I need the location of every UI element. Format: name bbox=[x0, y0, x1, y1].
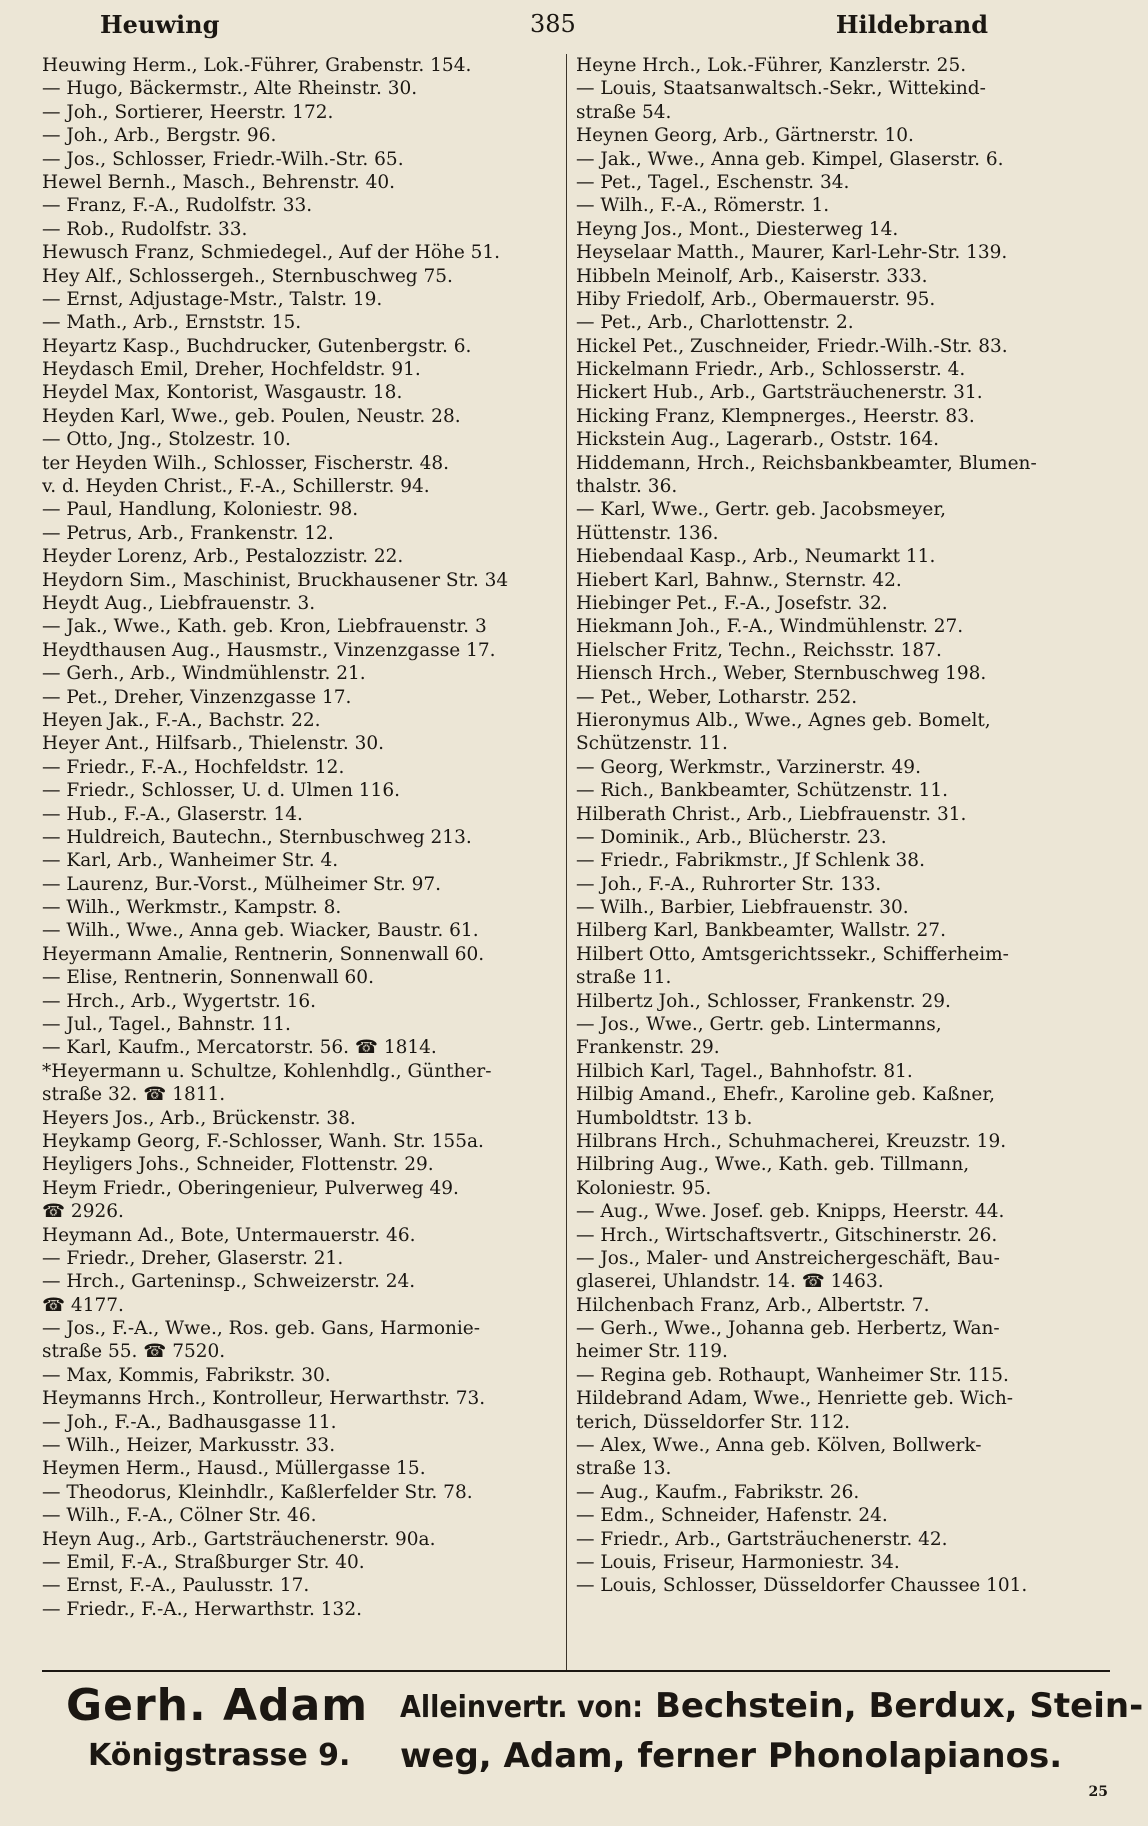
directory-line: Heydt Aug., Liebfrauenstr. 3. bbox=[42, 592, 316, 614]
directory-line: Hilbrans Hrch., Schuhmacherei, Kreuzstr. 19. bbox=[576, 1130, 1007, 1152]
printer-signature: 25 bbox=[1088, 1784, 1108, 1800]
directory-line: Heydel Max, Kontorist, Wasgaustr. 18. bbox=[42, 382, 403, 404]
directory-line: — Alex, Wwe., Anna geb. Kölven, Bollwerk- bbox=[576, 1435, 982, 1457]
directory-line: — Wilh., Heizer, Markusstr. 33. bbox=[42, 1435, 336, 1457]
directory-line: — Karl, Kaufm., Mercatorstr. 56. ☎ 1814. bbox=[42, 1037, 437, 1059]
directory-line: Hiebinger Pet., F.-A., Josefstr. 32. bbox=[576, 592, 888, 614]
directory-line: — Jak., Wwe., Kath. geb. Kron, Liebfrauenstr. 3 bbox=[42, 616, 487, 638]
directory-line: Heyer Ant., Hilfsarb., Thielenstr. 30. bbox=[42, 733, 385, 755]
directory-line: straße 32. ☎ 1811. bbox=[42, 1084, 226, 1106]
directory-line: Hicking Franz, Klempnerges., Heerstr. 83. bbox=[576, 405, 975, 427]
advertisement-prefix: Alleinvertr. von: bbox=[400, 1690, 644, 1725]
directory-line: — Friedr., Dreher, Glaserstr. 21. bbox=[42, 1247, 344, 1269]
directory-line: — Karl, Wwe., Gertr. geb. Jacobsmeyer, bbox=[576, 499, 947, 521]
directory-line: Heydorn Sim., Maschinist, Bruckhausener Str. 34 bbox=[42, 569, 509, 591]
directory-line: Heym Friedr., Oberingenieur, Pulverweg 49. bbox=[42, 1177, 459, 1199]
directory-line: — Theodorus, Kleinhdlr., Kaßlerfelder Str. 78. bbox=[42, 1481, 473, 1503]
directory-line: — Ernst, Adjustage-Mstr., Talstr. 19. bbox=[42, 288, 383, 310]
directory-line: — Joh., F.-A., Ruhrorter Str. 133. bbox=[576, 873, 882, 895]
directory-line: Heyermann Amalie, Rentnerin, Sonnenwall 60. bbox=[42, 943, 485, 965]
directory-line: — Hrch., Garteninsp., Schweizerstr. 24. bbox=[42, 1271, 416, 1293]
directory-line: Heyligers Johs., Schneider, Flottenstr. 29. bbox=[42, 1154, 434, 1176]
directory-line: Hiebert Karl, Bahnw., Sternstr. 42. bbox=[576, 569, 902, 591]
directory-line: — Jos., Wwe., Gertr. geb. Lintermanns, bbox=[576, 1014, 942, 1036]
directory-line: — Friedr., F.-A., Herwarthstr. 132. bbox=[42, 1598, 362, 1620]
directory-line: Hickelmann Friedr., Arb., Schlosserstr. 4. bbox=[576, 359, 966, 381]
directory-line: heimer Str. 119. bbox=[576, 1341, 728, 1363]
directory-line: thalstr. 36. bbox=[576, 476, 678, 498]
directory-line: — Rich., Bankbeamter, Schützenstr. 11. bbox=[576, 780, 949, 802]
directory-line: Hilbring Aug., Wwe., Kath. geb. Tillmann, bbox=[576, 1154, 970, 1176]
directory-line: Frankenstr. 29. bbox=[576, 1037, 720, 1059]
directory-line: Hielscher Fritz, Techn., Reichsstr. 187. bbox=[576, 639, 942, 661]
directory-line: Hiebendaal Kasp., Arb., Neumarkt 11. bbox=[576, 546, 936, 568]
directory-line: — Pet., Tagel., Eschenstr. 34. bbox=[576, 171, 850, 193]
advertisement-line-1 bbox=[400, 1686, 1143, 1726]
directory-line: Heynen Georg, Arb., Gärtnerstr. 10. bbox=[576, 125, 914, 147]
directory-line: Hickert Hub., Arb., Gartsträuchenerstr. 31. bbox=[576, 382, 983, 404]
directory-line: — Max, Kommis, Fabrikstr. 30. bbox=[42, 1364, 331, 1386]
directory-line: Hiekmann Joh., F.-A., Windmühlenstr. 27. bbox=[576, 616, 964, 638]
directory-line: v. d. Heyden Christ., F.-A., Schillerstr. 94. bbox=[42, 476, 430, 498]
directory-line: — Louis, Staatsanwaltsch.-Sekr., Wittekind- bbox=[576, 78, 986, 100]
directory-line: Heydasch Emil, Dreher, Hochfeldstr. 91. bbox=[42, 359, 421, 381]
directory-line: *Heyermann u. Schultze, Kohlenhdlg., Günther- bbox=[42, 1060, 492, 1082]
directory-line: — Joh., Arb., Bergstr. 96. bbox=[42, 125, 277, 147]
directory-line: Heyne Hrch., Lok.-Führer, Kanzlerstr. 25. bbox=[576, 55, 967, 76]
directory-line: — Emil, F.-A., Straßburger Str. 40. bbox=[42, 1552, 365, 1573]
directory-line: — Pet., Arb., Charlottenstr. 2. bbox=[576, 312, 854, 334]
directory-line: Hey Alf., Schlossergeh., Sternbuschweg 75. bbox=[42, 265, 453, 287]
directory-line: — Edm., Schneider, Hafenstr. 24. bbox=[576, 1505, 888, 1527]
directory-line: Heymann Ad., Bote, Untermauerstr. 46. bbox=[42, 1224, 416, 1246]
advertisement-rule bbox=[42, 1670, 1110, 1672]
running-head-right: Hildebrand bbox=[835, 10, 988, 39]
directory-line: straße 13. bbox=[576, 1458, 672, 1480]
directory-line: — Jos., Maler- und Anstreichergeschäft, Bau- bbox=[576, 1247, 1000, 1269]
directory-line: Hickstein Aug., Lagerarb., Oststr. 164. bbox=[576, 429, 940, 451]
running-head-left: Heuwing bbox=[100, 10, 220, 39]
directory-line: Humboldtstr. 13 b. bbox=[576, 1107, 753, 1129]
directory-line: — Elise, Rentnerin, Sonnenwall 60. bbox=[42, 967, 374, 989]
directory-line: — Hrch., Arb., Wygertstr. 16. bbox=[42, 990, 317, 1012]
directory-line: Heymen Herm., Hausd., Müllergasse 15. bbox=[42, 1458, 426, 1480]
directory-line: Hibbeln Meinolf, Arb., Kaiserstr. 333. bbox=[576, 265, 928, 287]
directory-line: Hilberg Karl, Bankbeamter, Wallstr. 27. bbox=[576, 920, 946, 942]
directory-line: Heyden Karl, Wwe., geb. Poulen, Neustr. 28. bbox=[42, 405, 461, 427]
directory-line: — Jos., Schlosser, Friedr.-Wilh.-Str. 65. bbox=[42, 148, 404, 170]
directory-line: Heuwing Herm., Lok.-Führer, Grabenstr. 154. bbox=[42, 55, 472, 76]
advertisement-line-2: weg, Adam, ferner Phonolapianos. bbox=[400, 1736, 1063, 1776]
directory-line: Hilbig Amand., Ehefr., Karoline geb. Kaßner, bbox=[576, 1084, 996, 1106]
directory-line: ter Heyden Wilh., Schlosser, Fischerstr. 48. bbox=[42, 452, 450, 474]
directory-line: — Paul, Handlung, Koloniestr. 98. bbox=[42, 499, 359, 521]
directory-line: Schützenstr. 11. bbox=[576, 733, 728, 755]
directory-line: Heymanns Hrch., Kontrolleur, Herwarthstr. 73. bbox=[42, 1388, 486, 1410]
directory-line: — Georg, Werkmstr., Varzinerstr. 49. bbox=[576, 756, 921, 778]
directory-line: glaserei, Uhlandstr. 14. ☎ 1463. bbox=[576, 1271, 884, 1293]
directory-line: — Pet., Dreher, Vinzenzgasse 17. bbox=[42, 686, 352, 708]
directory-line: terich, Düsseldorfer Str. 112. bbox=[576, 1411, 850, 1433]
directory-line: Hilbertz Joh., Schlosser, Frankenstr. 29. bbox=[576, 990, 951, 1012]
directory-line: Hewusch Franz, Schmiedegel., Auf der Höhe 51. bbox=[42, 242, 501, 264]
advertisement-brands: Bechstein, Berdux, Stein- bbox=[654, 1686, 1144, 1726]
directory-line: — Friedr., F.-A., Hochfeldstr. 12. bbox=[42, 756, 345, 778]
directory-line: — Laurenz, Bur.-Vorst., Mülheimer Str. 97. bbox=[42, 873, 442, 895]
directory-line: Hiby Friedolf, Arb., Obermauerstr. 95. bbox=[576, 288, 936, 310]
directory-line: — Gerh., Arb., Windmühlenstr. 21. bbox=[42, 663, 366, 685]
directory-line: — Friedr., Fabrikmstr., Jf Schlenk 38. bbox=[576, 850, 925, 872]
directory-line: Hiddemann, Hrch., Reichsbankbeamter, Blumen- bbox=[576, 452, 1037, 474]
directory-line: — Jak., Wwe., Anna geb. Kimpel, Glaserstr. 6. bbox=[576, 148, 1004, 170]
left-column bbox=[42, 54, 572, 1621]
directory-line: Hickel Pet., Zuschneider, Friedr.-Wilh.-Str. 83. bbox=[576, 335, 1008, 357]
directory-line: — Aug., Kaufm., Fabrikstr. 26. bbox=[576, 1481, 860, 1503]
directory-line: Koloniestr. 95. bbox=[576, 1177, 712, 1199]
directory-line: — Friedr., Arb., Gartsträuchenerstr. 42. bbox=[576, 1528, 948, 1550]
directory-line: Heyers Jos., Arb., Brückenstr. 38. bbox=[42, 1107, 356, 1129]
directory-line: — Wilh., Wwe., Anna geb. Wiacker, Baustr. 61. bbox=[42, 920, 479, 942]
directory-line: — Huldreich, Bautechn., Sternbuschweg 213. bbox=[42, 826, 472, 848]
directory-line: — Wilh., F.-A., Cölner Str. 46. bbox=[42, 1505, 317, 1527]
page-number: 385 bbox=[530, 10, 576, 38]
directory-line: — Petrus, Arb., Frankenstr. 12. bbox=[42, 522, 334, 544]
page-header bbox=[40, 10, 1108, 50]
directory-line: Heyng Jos., Mont., Diesterweg 14. bbox=[576, 218, 899, 240]
directory-line: Hüttenstr. 136. bbox=[576, 522, 719, 544]
directory-line: — Joh., F.-A., Badhausgasse 11. bbox=[42, 1411, 337, 1433]
directory-line: — Otto, Jng., Stolzestr. 10. bbox=[42, 429, 291, 451]
directory-line: Hieronymus Alb., Wwe., Agnes geb. Bomelt, bbox=[576, 709, 991, 731]
directory-line: — Hrch., Wirtschaftsvertr., Gitschinerstr. 26. bbox=[576, 1224, 998, 1246]
advertiser-address: Königstrasse 9. bbox=[88, 1738, 351, 1773]
directory-line: Heyder Lorenz, Arb., Pestalozzistr. 22. bbox=[42, 546, 404, 568]
directory-line: straße 11. bbox=[576, 967, 672, 989]
directory-line: ☎ 2926. bbox=[42, 1201, 124, 1223]
directory-line: — Louis, Schlosser, Düsseldorfer Chaussee 101. bbox=[576, 1575, 1028, 1597]
directory-line: — Math., Arb., Ernststr. 15. bbox=[42, 312, 302, 334]
directory-line: — Gerh., Wwe., Johanna geb. Herbertz, Wan- bbox=[576, 1318, 1000, 1340]
directory-line: straße 55. ☎ 7520. bbox=[42, 1341, 226, 1363]
directory-line: — Pet., Weber, Lotharstr. 252. bbox=[576, 686, 858, 708]
directory-line: Heykamp Georg, F.-Schlosser, Wanh. Str. 155a. bbox=[42, 1130, 484, 1152]
column-divider bbox=[566, 54, 567, 1670]
directory-line: Hilbich Karl, Tagel., Bahnhofstr. 81. bbox=[576, 1060, 913, 1082]
directory-line: Heydthausen Aug., Hausmstr., Vinzenzgasse 17. bbox=[42, 639, 496, 661]
directory-line: — Joh., Sortierer, Heerstr. 172. bbox=[42, 101, 334, 123]
right-column bbox=[576, 54, 1116, 1598]
advertiser-name: Gerh. Adam bbox=[66, 1680, 369, 1731]
directory-line: Heyselaar Matth., Maurer, Karl-Lehr-Str. 139. bbox=[576, 242, 1008, 264]
directory-line: — Louis, Friseur, Harmoniestr. 34. bbox=[576, 1552, 900, 1573]
directory-line: — Karl, Arb., Wanheimer Str. 4. bbox=[42, 850, 339, 872]
directory-line: — Jos., F.-A., Wwe., Ros. geb. Gans, Harmonie- bbox=[42, 1318, 481, 1340]
directory-line: Hildebrand Adam, Wwe., Henriette geb. Wich- bbox=[576, 1388, 1014, 1410]
directory-line: — Dominik., Arb., Blücherstr. 23. bbox=[576, 826, 887, 848]
directory-line: — Wilh., F.-A., Römerstr. 1. bbox=[576, 195, 830, 217]
directory-line: Hilchenbach Franz, Arb., Albertstr. 7. bbox=[576, 1294, 930, 1316]
directory-line: — Jul., Tagel., Bahnstr. 11. bbox=[42, 1014, 291, 1036]
directory-line: Heyartz Kasp., Buchdrucker, Gutenbergstr. 6. bbox=[42, 335, 472, 357]
directory-line: ☎ 4177. bbox=[42, 1294, 124, 1316]
directory-line: straße 54. bbox=[576, 101, 672, 123]
directory-line: — Hugo, Bäckermstr., Alte Rheinstr. 30. bbox=[42, 78, 418, 100]
directory-line: — Rob., Rudolfstr. 33. bbox=[42, 218, 248, 240]
directory-line: — Regina geb. Rothaupt, Wanheimer Str. 115. bbox=[576, 1364, 1009, 1386]
directory-line: Hiensch Hrch., Weber, Sternbuschweg 198. bbox=[576, 663, 987, 685]
directory-line: Hilbert Otto, Amtsgerichtssekr., Schifferheim- bbox=[576, 943, 1009, 965]
directory-line: Heyn Aug., Arb., Gartsträuchenerstr. 90a. bbox=[42, 1528, 436, 1550]
directory-line: — Hub., F.-A., Glaserstr. 14. bbox=[42, 803, 303, 825]
directory-line: Heyen Jak., F.-A., Bachstr. 22. bbox=[42, 709, 321, 731]
directory-line: — Aug., Wwe. Josef. geb. Knipps, Heerstr. 44. bbox=[576, 1201, 1005, 1223]
directory-line: Hewel Bernh., Masch., Behrenstr. 40. bbox=[42, 171, 395, 193]
directory-line: — Friedr., Schlosser, U. d. Ulmen 116. bbox=[42, 780, 400, 802]
directory-line: — Franz, F.-A., Rudolfstr. 33. bbox=[42, 195, 313, 217]
directory-line: — Wilh., Werkmstr., Kampstr. 8. bbox=[42, 897, 342, 919]
directory-line: — Wilh., Barbier, Liebfrauenstr. 30. bbox=[576, 897, 909, 919]
directory-line: — Ernst, F.-A., Paulusstr. 17. bbox=[42, 1575, 310, 1597]
directory-line: Hilberath Christ., Arb., Liebfrauenstr. 31. bbox=[576, 803, 967, 825]
